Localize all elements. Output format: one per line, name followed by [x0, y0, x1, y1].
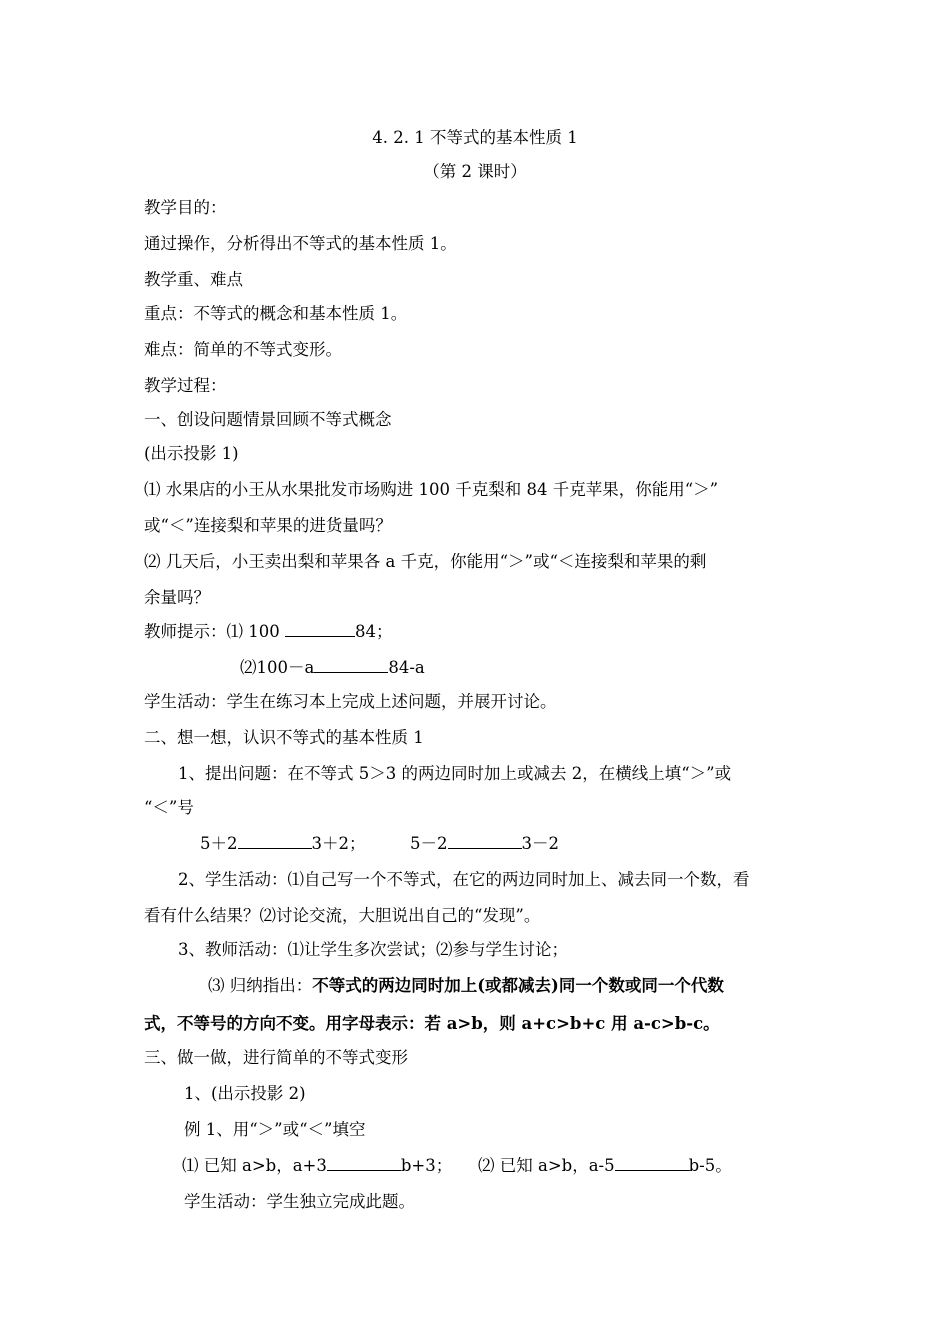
section-2-heading: 二、想一想，认识不等式的基本性质 1 — [144, 728, 424, 747]
answer-blank — [327, 1154, 401, 1171]
process-heading: 教学过程： — [144, 376, 227, 395]
paragraph-1-line-2: “＜”号 — [144, 798, 194, 817]
question-1-line-1: ⑴ 水果店的小王从水果批发市场购进 100 千克梨和 84 千克苹果，你能用“＞” — [144, 480, 719, 499]
answer-blank — [448, 832, 522, 849]
ex-a-prefix: ⑴ 已知 a>b，a+3 — [182, 1156, 327, 1175]
teacher-hint-2 — [240, 656, 910, 680]
eq-1-suffix: 3＋2； — [311, 834, 366, 853]
hint-2-suffix: 84-a — [388, 658, 425, 677]
projection-2: 1、(出示投影 2) — [184, 1084, 306, 1103]
goal-text: 通过操作，分析得出不等式的基本性质 1。 — [144, 234, 457, 253]
eq-1-prefix: 5＋2 — [200, 834, 238, 853]
key-point: 重点：不等式的概念和基本性质 1。 — [144, 304, 408, 323]
answer-blank — [285, 620, 355, 637]
student-activity-1: 学生活动：学生在练习本上完成上述问题，并展开讨论。 — [144, 692, 557, 711]
projection-1: (出示投影 1) — [144, 444, 239, 463]
example-1-heading: 例 1、用“＞”或“＜”填空 — [184, 1120, 366, 1139]
question-2-line-2: 余量吗？ — [144, 588, 210, 607]
property-statement: 不等式的两边同时加上(或都减去)同一个数或同一个代数 — [312, 976, 724, 995]
hint-1-suffix: 84； — [354, 622, 393, 641]
property-statement-continued: 式，不等号的方向不变。用字母表示：若 a>b，则 a+c>b+c 用 a-c>b-c。 — [144, 1014, 720, 1033]
answer-blank — [238, 832, 312, 849]
question-1-line-2: 或“＜”连接梨和苹果的进货量吗？ — [144, 516, 392, 535]
teacher-hint-1 — [144, 620, 814, 644]
paragraph-1-line-1: 1、提出问题：在不等式 5＞3 的两边同时加上或减去 2，在横线上填“＞”或 — [178, 764, 732, 783]
doc-title: 4. 2. 1 不等式的基本性质 1 — [372, 128, 578, 147]
goal-heading: 教学目的： — [144, 198, 227, 217]
section-3-heading: 三、做一做，进行简单的不等式变形 — [144, 1048, 408, 1067]
paragraph-2-line-2: 看有什么结果？⑵讨论交流，大胆说出自己的“发现”。 — [144, 906, 541, 925]
difficult-point: 难点：简单的不等式变形。 — [144, 340, 342, 359]
answer-blank — [615, 1154, 689, 1171]
answer-blank — [314, 656, 388, 673]
key-heading: 教学重、难点 — [144, 270, 243, 289]
hint-1-prefix: 教师提示：⑴ 100 — [144, 622, 285, 641]
eq-2-prefix: 5－2 — [410, 834, 448, 853]
ex-b-prefix: ⑵ 已知 a>b，a-5 — [478, 1156, 615, 1175]
paragraph-3: 3、教师活动：⑴让学生多次尝试；⑵参与学生讨论； — [178, 940, 568, 959]
question-2-line-1: ⑵ 几天后，小王卖出梨和苹果各 a 千克，你能用“＞”或“＜连接梨和苹果的剩 — [144, 552, 707, 571]
eq-2-suffix: 3－2 — [521, 834, 559, 853]
ex-b-suffix: b-5。 — [688, 1156, 732, 1175]
section-1-heading: 一、创设问题情景回顾不等式概念 — [144, 410, 392, 429]
conclusion-prefix: ⑶ 归纳指出： — [208, 976, 313, 995]
doc-subtitle: （第 2 课时） — [423, 162, 527, 181]
example-1-part-b — [478, 1154, 950, 1178]
paragraph-2-line-1: 2、学生活动：⑴自己写一个不等式，在它的两边同时加上、减去同一个数，看 — [178, 870, 750, 889]
paragraph-3-conclusion — [208, 974, 814, 998]
hint-2-prefix: ⑵100－a — [240, 658, 315, 677]
ex-a-suffix: b+3； — [400, 1156, 453, 1175]
student-activity-2: 学生活动：学生独立完成此题。 — [184, 1192, 415, 1211]
equation-2 — [410, 832, 950, 856]
